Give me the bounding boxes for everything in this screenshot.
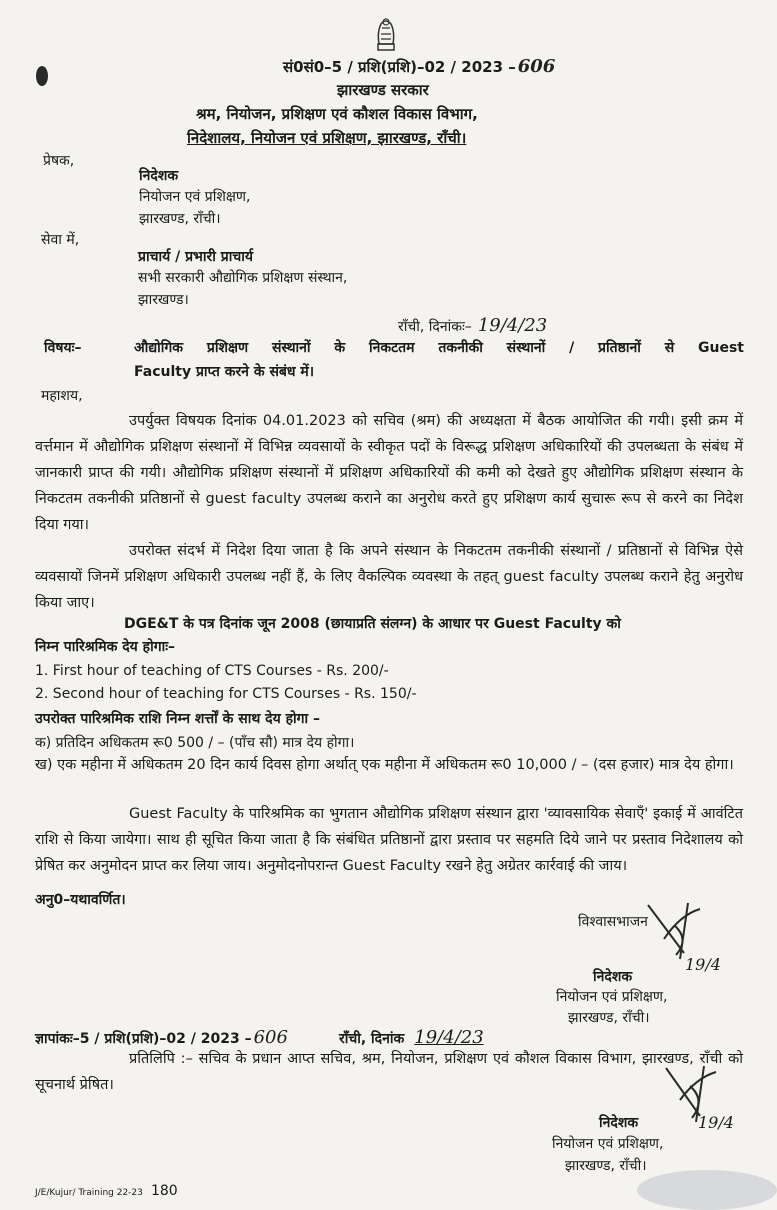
signature-1-title: निदेशक [593,969,633,985]
letter-date [398,315,547,336]
recipient-title: प्राचार्य / प्रभारी प्राचार्य [138,249,253,265]
memo-date [339,1027,484,1048]
subject-line2: Faculty प्राप्त करने के संबंध में। [134,364,315,380]
enclosure-note: अनु0–यथावर्णित। [35,892,126,908]
recipient-line2: झारखण्ड। [138,292,189,308]
department-name: श्रम, नियोजन, प्रशिक्षण एवं कौशल विकास विभाग, [196,105,478,123]
memo-reference [35,1027,288,1048]
reference-number [283,56,555,77]
body-paragraph-1: उपर्युक्त विषयक दिनांक 04.01.2023 को सचिव (श्रम) की अध्यक्षता में बैठक आयोजित की गयी। इसी क्रम में वर्त्तमान में औद्योगिक प्रशिक्षण संस्थानों में विभिन्न व्यवसायों के स्वीकृत पदों के विरूद्ध प्रशिक्षण अधिकारियों की उपलब्धता के संबंध में जानकारी प्राप्त की गयी। औद्योगिक प्रशिक्षण संस्थानों में प्रशिक्षण अधिकारियों की कमी को देखते हुए औद्योगिक प्रशिक्षण संस्थान के निकटतम तकनीकी प्रतिष्ठानों से guest faculty उपलब्ध कराने का अनुरोध करते हुए प्रशिक्षण कार्य सुचारू रूप से करने का निदेश दिया गया। [35,413,743,533]
punch-hole [36,66,48,86]
rate-item-2: 2. Second hour of teaching for CTS Courses - Rs. 150/- [35,686,417,702]
signature-2-line1: नियोजन एवं प्रशिक्षण, [552,1136,664,1152]
condition-ka: क) प्रतिदिन अधिकतम रू0 500 / – (पाँच सौ) मात्र देय होगा। [35,735,355,751]
govt-name: झारखण्ड सरकार [337,81,429,99]
subject-label: विषयः– [44,340,82,356]
signature-1-line1: नियोजन एवं प्रशिक्षण, [556,989,668,1005]
signature-2-line2: झारखण्ड, राँची। [565,1158,647,1174]
sender-line1: नियोजन एवं प्रशिक्षण, [139,189,251,205]
sender-label: प्रेषक, [43,153,75,169]
condition-kha: ख) एक महीना में अधिकतम 20 दिन कार्य दिवस होगा अर्थात् एक महीना में अधिकतम रू0 10,000 / – (दस हजार) मात्र देय होगा। [35,757,734,773]
reference-text: सं0सं0–5 / प्रशि(प्रशि)–02 / 2023 – [283,58,516,76]
reference-handwritten: 606 [517,56,556,77]
page-corner-shadow [637,1170,777,1210]
memo-ref-handwritten: 606 [253,1027,288,1048]
recipient-label: सेवा में, [41,232,80,248]
state-emblem-icon [367,14,405,54]
copy-to-note: प्रतिलिपि :– सचिव के प्रधान आप्त सचिव, श्रम, नियोजन, प्रशिक्षण एवं कौशल विकास विभाग, झारखण्ड, राँची को सूचनार्थ प्रेषित। [35,1051,743,1093]
body-paragraph-2: उपरोक्त संदर्भ में निदेश दिया जाता है कि अपने संस्थान के निकटतम तकनीकी संस्थानों / प्रतिष्ठानों से विभिन्न ऐसे व्यवसायों जिनमें प्रशिक्षण अधिकारी उपलब्ध नहीं हैं, के लिए वैकल्पिक व्यवस्था के तहत् guest faculty उपलब्ध कराने हेतु अनुरोध किया जाए। [35,543,743,611]
salutation: महाशय, [41,388,83,404]
body-paragraph-3: Guest Faculty के पारिश्रमिक का भुगतान औद्योगिक प्रशिक्षण संस्थान द्वारा 'व्यावसायिक सेवाएँ' इकाई में आवंटित राशि से किया जायेगा। साथ ही सूचित किया जाता है कि संबंधित प्रतिष्ठानों द्वारा प्रस्ताव पर सहमति दिये जाने पर प्रस्ताव निदेशालय को प्रेषित कर अनुमोदन प्राप्त कर लिया जाय। अनुमोदनोपरान्त Guest Faculty रखने हेतु अग्रेतर कार्रवाई की जाय। [35,806,743,874]
signature-2-date: 19/4 [698,1113,734,1132]
signature-1-date: 19/4 [685,955,721,974]
signature-2-title: निदेशक [599,1115,639,1131]
sender-line2: झारखण्ड, राँची। [139,211,221,227]
memo-date-handwritten: 19/4/23 [414,1027,484,1048]
date-handwritten: 19/4/23 [477,315,548,336]
dget-line-1: DGE&T के पत्र दिनांक जून 2008 (छायाप्रति संलग्न) के आधार पर Guest Faculty को [124,616,621,632]
footer-number: 180 [150,1183,178,1199]
sender-title: निदेशक [139,168,179,184]
closing-phrase: विश्वासभाजन [578,914,648,930]
rate-item-1: 1. First hour of teaching of CTS Courses - Rs. 200/- [35,663,389,679]
memo-date-label: राँची, दिनांक [339,1031,405,1047]
recipient-line1: सभी सरकारी औद्योगिक प्रशिक्षण संस्थान, [138,270,348,286]
conditions-heading: उपरोक्त पारिश्रमिक राशि निम्न शर्त्तों के साथ देय होगा – [35,711,321,727]
footer-code-text: J/E/Kujur/ Training 22-23 [35,1188,143,1198]
footer-code [35,1180,178,1199]
directorate-name: निदेशालय, नियोजन एवं प्रशिक्षण, झारखण्ड, राँची। [187,129,467,147]
memo-ref-text: ज्ञापांकः–5 / प्रशि(प्रशि)–02 / 2023 – [35,1031,252,1047]
signature-1-line2: झारखण्ड, राँची। [568,1010,650,1026]
date-label: राँची, दिनांकः– [398,319,472,335]
subject-line1: औद्योगिक प्रशिक्षण संस्थानों के निकटतम तकनीकी संस्थानों / प्रतिष्ठानों से Guest [134,340,744,356]
dget-line-2: निम्न पारिश्रमिक देय होगाः– [35,639,176,655]
